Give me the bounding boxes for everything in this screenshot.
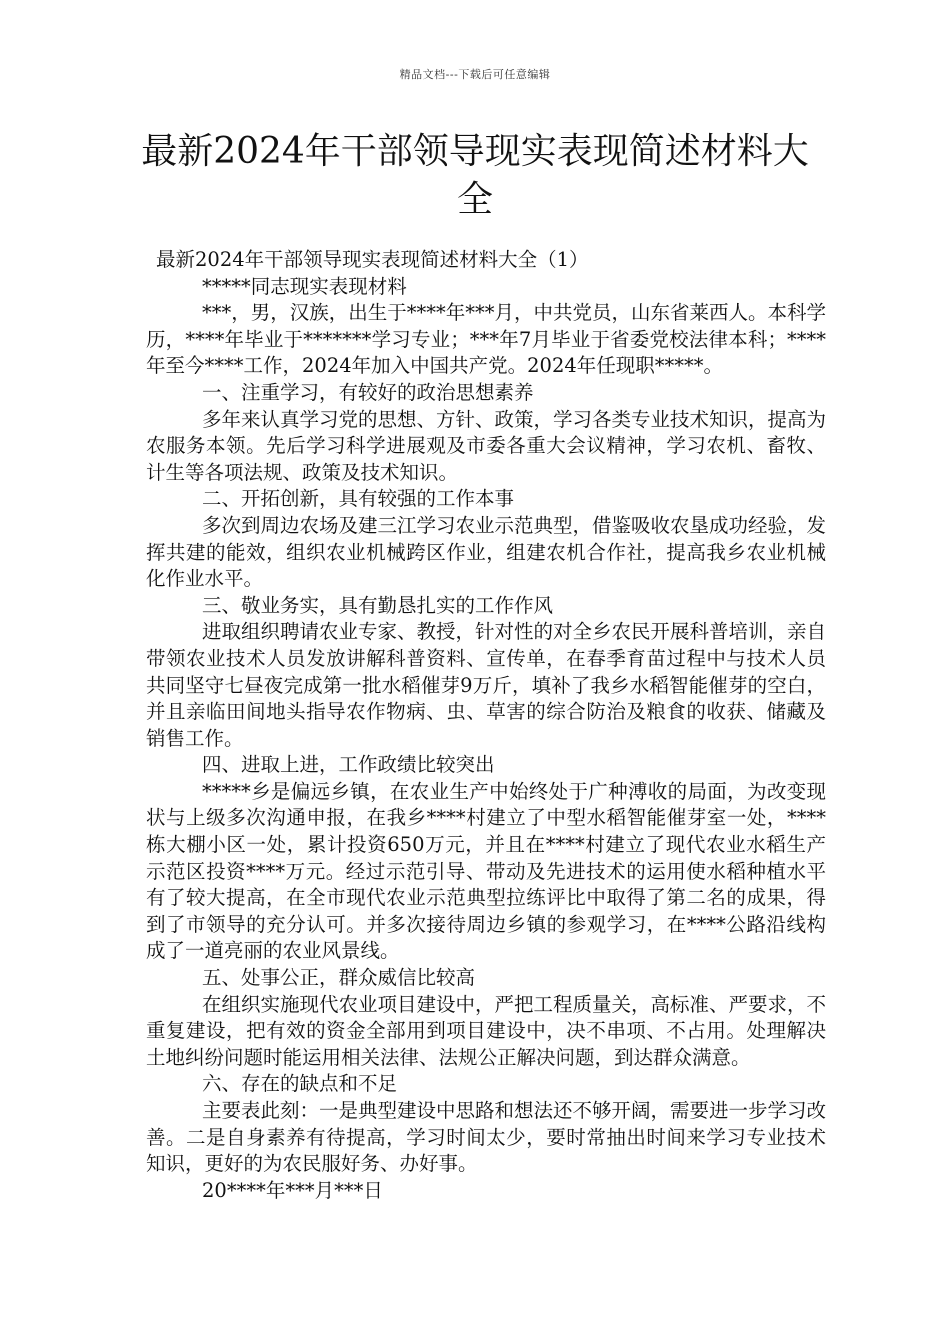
section-heading-1: 一、注重学习，有较好的政治思想素养 (202, 380, 534, 404)
section-heading-material: *****同志现实表现材料 (202, 274, 407, 298)
header-note: 精品文档---下载后可任意编辑 (399, 68, 551, 81)
paragraph-5: 在组织实施现代农业项目建设中，严把工程质量关，高标准、严要求，不重复建设，把有效的资金全部用到项目建设中，决不串项、不占用。处理解决土地纠纷问题时能运用相关法律、法规公正解决问题，到达群众满意。 (146, 992, 827, 1069)
document-body (146, 247, 826, 1204)
paragraph-3: 进取组织聘请农业专家、教授，针对性的对全乡农民开展科普培训，亲自带领农业技术人员发放讲解科普资料、宣传单，在春季育苗过程中与技术人员共同坚守七昼夜完成第一批水稻催芽9万斤，填补了我乡水稻智能催芽的空白，并且亲临田间地头指导农作物病、虫、草害的综合防治及粮食的收获、储藏及销售工作。 (146, 620, 827, 750)
section-heading-4: 四、进取上进，工作政绩比较突出 (202, 753, 495, 777)
paragraph-2: 多次到周边农场及建三江学习农业示范典型，借鉴吸收农垦成功经验，发挥共建的能效，组织农业机械跨区作业，组建农机合作社，提高我乡农业机械化作业水平。 (146, 513, 827, 591)
section-heading-3: 三、敬业务实，具有勤恳扎实的工作作风 (202, 593, 554, 617)
paragraph-4: *****乡是偏远乡镇，在农业生产中始终处于广种溥收的局面，为改变现状与上级多次沟通申报，在我乡****村建立了中型水稻智能催芽室一处，****栋大棚小区一处，累计投资650万元，并且在****村建立了现代农业水稻生产示范区投资****万元。经过示范引导、带动及先进技术的运用使水稻种植水平有了较大提高，在全市现代农业示范典型拉练评比中取得了第二名的成果，得到了市领导的充分认可。并多次接待周边乡镇的参观学习，在****公路沿线构成了一道亮丽的农业风景线。 (146, 779, 826, 963)
paragraph-6: 主要表此刻：一是典型建设中思路和想法还不够开阔，需要进一步学习改善。二是自身素养有待提高，学习时间太少，要时常抽出时间来学习专业技术知识，更好的为农民服好务、办好事。 (146, 1099, 827, 1176)
document-title: 最新2024年干部领导现实表现简述材料大全 (141, 131, 809, 220)
date-line: 20****年***月***日 (202, 1178, 383, 1202)
paragraph-1: 多年来认真学习党的思想、方针、政策，学习各类专业技术知识，提高为农服务本领。先后学习科学进展观及市委各重大会议精神，学习农机、畜牧、计生等各项法规、政策及技术知识。 (146, 407, 827, 484)
section-heading-6: 六、存在的缺点和不足 (202, 1072, 398, 1096)
document-subtitle: 最新2024年干部领导现实表现简述材料大全（1） (156, 248, 589, 271)
paragraph-profile: ***，男，汉族，出生于****年***月，中共党员，山东省莱西人。本科学历，****年毕业于*******学习专业；***年7月毕业于省委党校法律本科；****年至今****工作，2024年加入中国共产党。2024年任现职*****。 (146, 301, 827, 378)
section-heading-2: 二、开拓创新，具有较强的工作本事 (202, 487, 515, 511)
section-heading-5: 五、处事公正，群众威信比较高 (202, 966, 476, 990)
